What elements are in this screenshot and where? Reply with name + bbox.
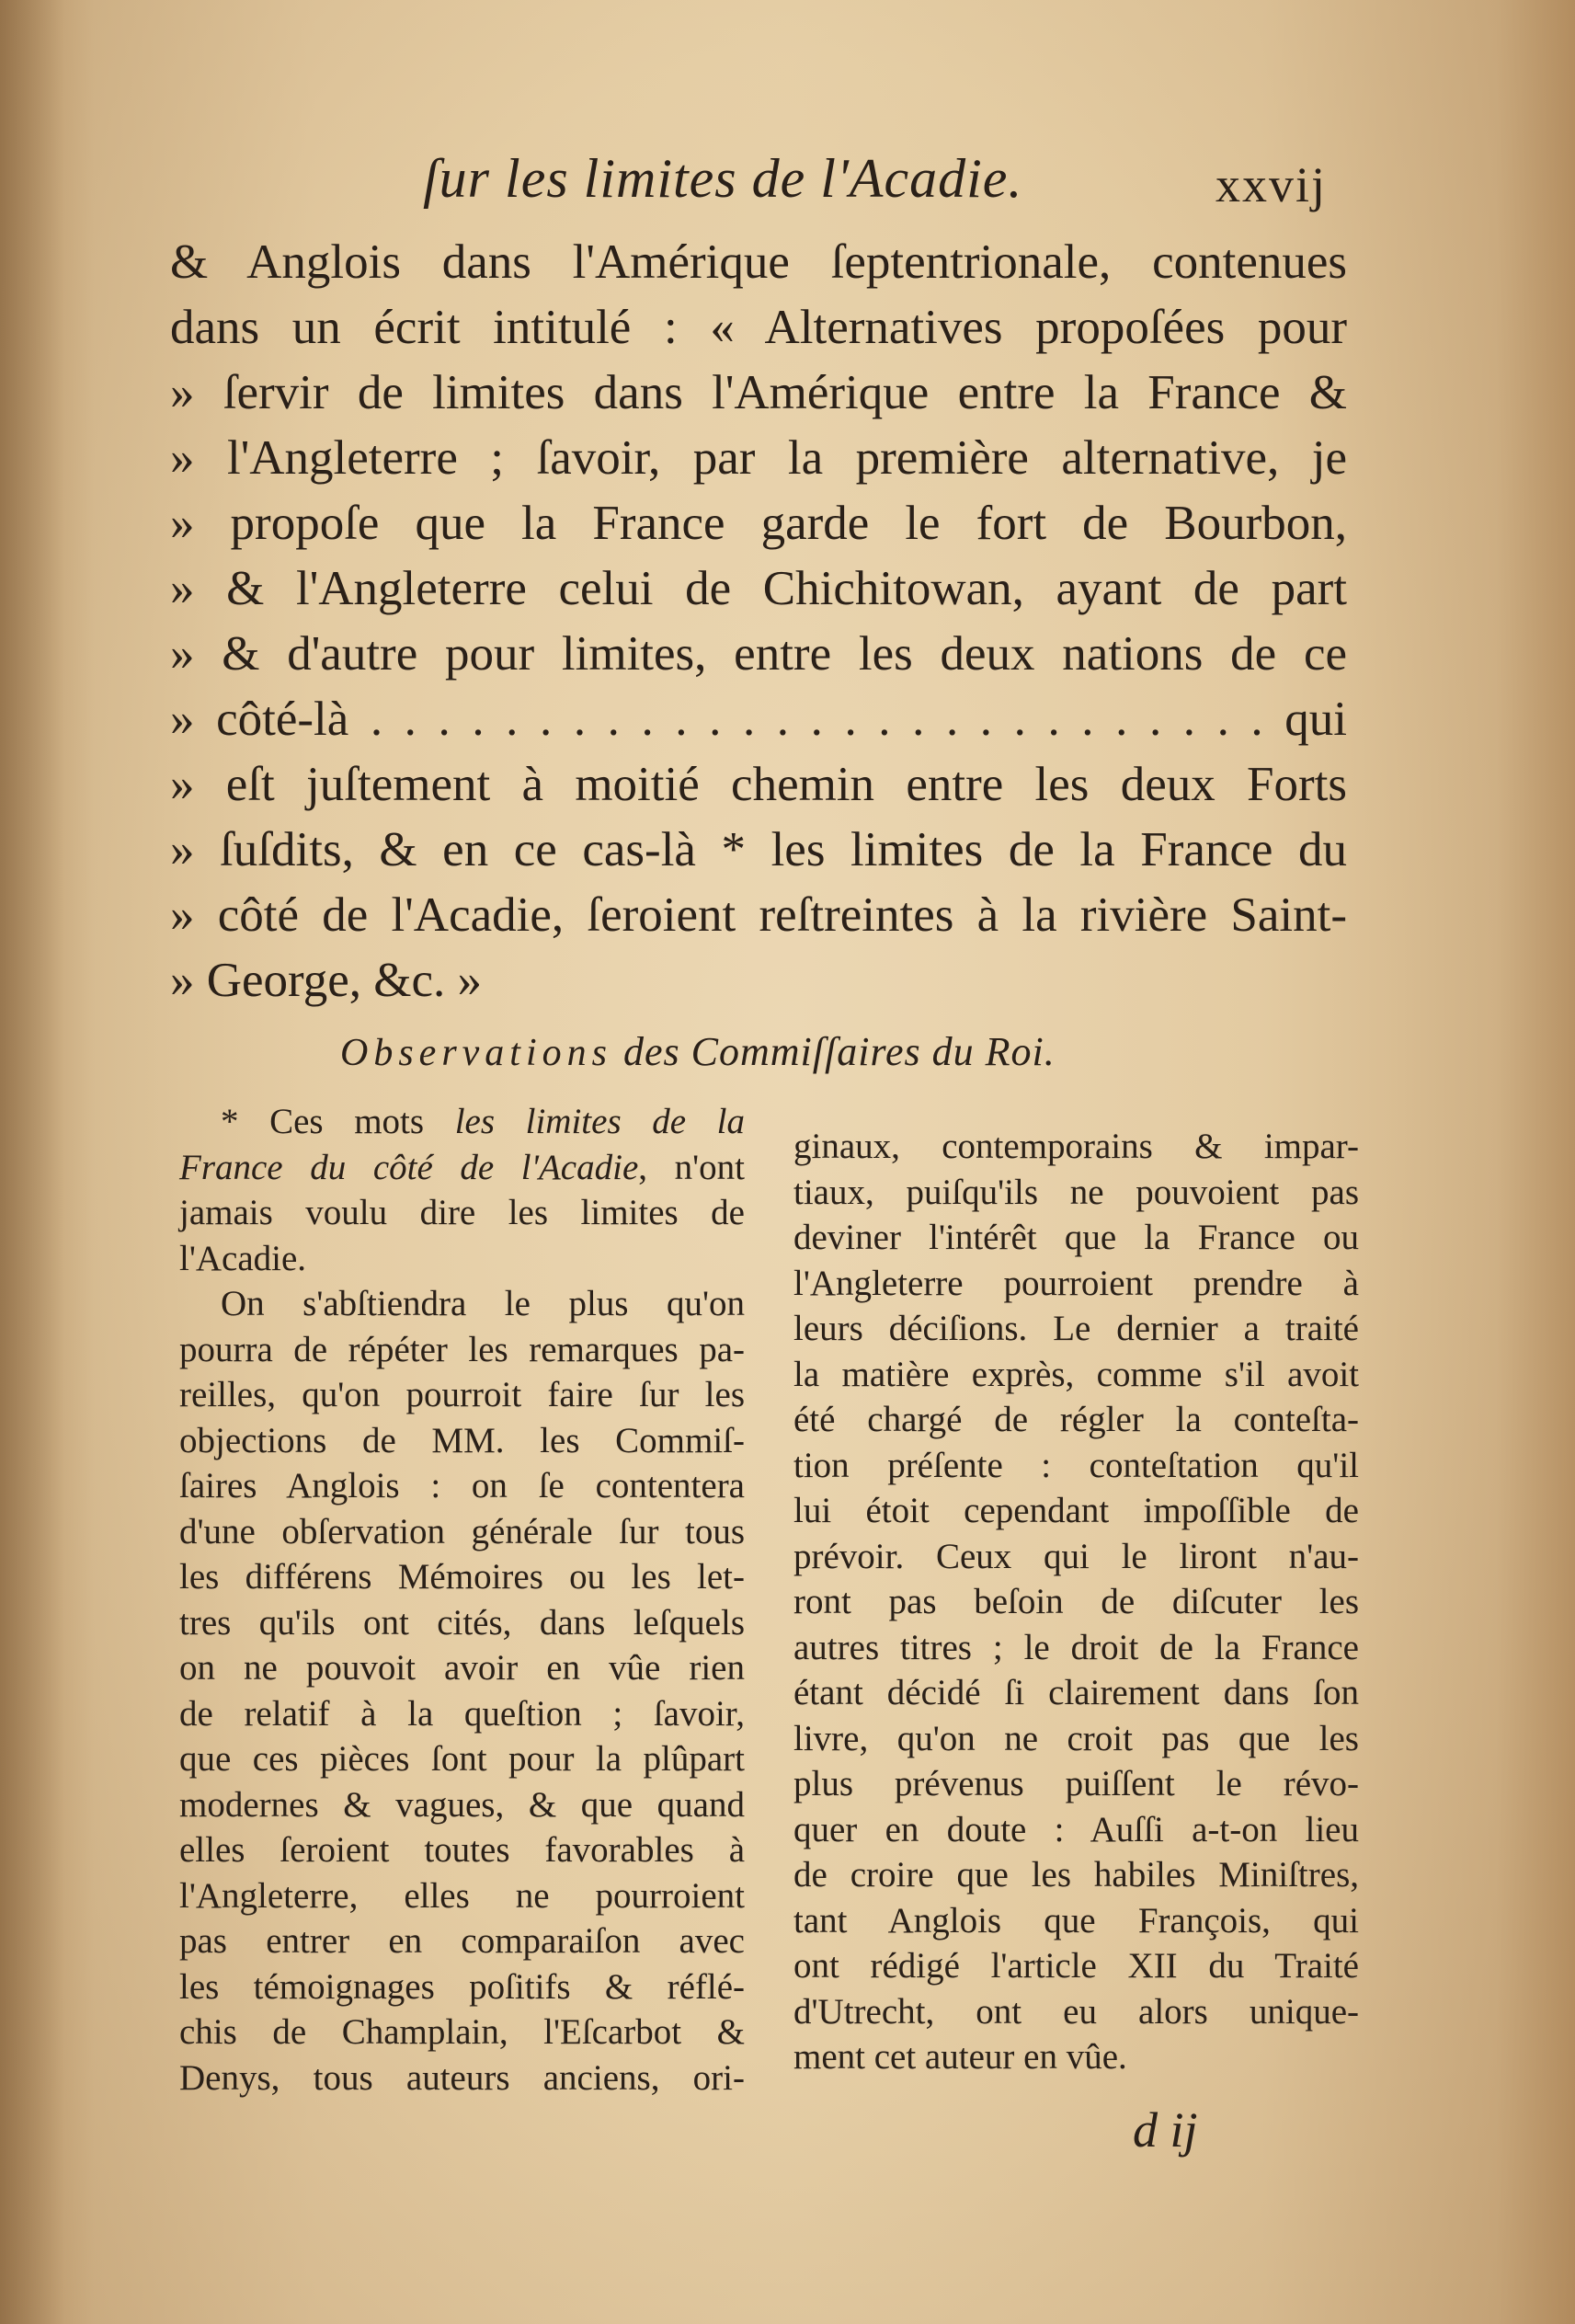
column-line: les différens Mémoires ou les let- — [179, 1557, 745, 1597]
column-line: ginaux, contemporains & impar- — [793, 1127, 1359, 1166]
column-line: de croire que les habiles Miniſtres, — [793, 1855, 1359, 1895]
column-line: été chargé de régler la conteſta- — [793, 1400, 1359, 1439]
column-line: les témoignages poſitifs & réflé- — [179, 1966, 745, 2007]
column-line: que ces pièces ſont pour la plûpart — [179, 1739, 745, 1779]
running-head: ſur les limites de l'Acadie. — [423, 148, 1023, 209]
column-line: de relatif à la queſtion ; ſavoir, — [179, 1693, 745, 1734]
column-line: tiaux, puiſqu'ils ne pouvoient pas — [793, 1172, 1359, 1212]
column-line: prévoir. Ceux qui le liront n'au- — [793, 1536, 1359, 1576]
footnote-italic-text: France du côté de l'Acadie — [179, 1147, 639, 1187]
column-line: objections de MM. les Commiſ- — [179, 1420, 745, 1460]
column-line: l'Angleterre, elles ne pourroient — [179, 1875, 745, 1916]
footnote-text: * Ces mots — [221, 1102, 455, 1141]
column-line: pourra de répéter les remarques pa- — [179, 1329, 745, 1369]
signature-mark: d ij — [1133, 2102, 1198, 2158]
text-line: dans un écrit intitulé : « Alternatives propoſées pour — [170, 301, 1347, 354]
footnote-text: , n'ont — [638, 1147, 745, 1187]
text-line: » George, &c. » — [170, 954, 483, 1007]
text-line: » propoſe que la France garde le fort de Bourbon, — [170, 497, 1347, 550]
observations-heading-caps: Observations — [340, 1032, 612, 1074]
main-text-block — [170, 230, 1347, 1013]
page-edge-shadow — [0, 0, 64, 2324]
column-line: modernes & vagues, & que quand — [179, 1784, 745, 1825]
observations-heading — [340, 1028, 1056, 1075]
column-line: ment cet auteur en vûe. — [793, 2037, 1127, 2077]
column-line: chis de Champlain, l'Eſcarbot & — [179, 2012, 745, 2052]
column-line: plus prévenus puiſſent le révo- — [793, 1764, 1359, 1803]
column-line: étant décidé ſi clairement dans ſon — [793, 1673, 1359, 1712]
column-line: livre, qu'on ne croit pas que les — [793, 1718, 1359, 1758]
column-line: quer en doute : Auſſi a-t-on lieu — [793, 1809, 1359, 1849]
column-line: d'une obſervation générale ſur tous — [179, 1511, 745, 1551]
column-line: d'Utrecht, ont eu alors unique- — [793, 1991, 1359, 2032]
footnote-line: jamais voulu dire les limites de — [179, 1193, 745, 1232]
column-line: autres titres ; le droit de la France — [793, 1627, 1359, 1667]
column-line: elles ſeroient toutes favorables à — [179, 1830, 745, 1870]
column-line: tant Anglois que François, qui — [793, 1900, 1359, 1940]
column-line: tion préſente : conteſtation qu'il — [793, 1445, 1359, 1485]
column-line: ſaires Anglois : on ſe contentera — [179, 1466, 745, 1505]
left-column — [179, 1099, 745, 2101]
column-line: lui étoit cependant impoſſible de — [793, 1491, 1359, 1530]
column-line: deviner l'intérêt que la France ou — [793, 1218, 1359, 1257]
text-line: » eſt juſtement à moitié chemin entre les deux Forts — [170, 758, 1347, 811]
text-line: » l'Angleterre ; ſavoir, par la première alternative, je — [170, 431, 1347, 485]
text-line: » & l'Angleterre celui de Chichitowan, ayant de part — [170, 562, 1347, 615]
text-line: » côté-là . . . . . . . . . . . . . . . . . . . . . . . . . . . qui — [170, 693, 1347, 746]
text-line: » côté de l'Acadie, ſeroient reſtreintes à la rivière Saint- — [170, 888, 1347, 942]
column-line: leurs déciſions. Le dernier a traité — [793, 1309, 1359, 1348]
text-line: & Anglois dans l'Amérique ſeptentrionale, contenues — [170, 235, 1347, 289]
footnote-line — [179, 1099, 745, 1145]
right-column — [793, 1124, 1359, 2080]
column-line: ont rédigé l'article XII du Traité — [793, 1946, 1359, 1986]
text-line: » ſervir de limites dans l'Amérique entre la France & — [170, 366, 1347, 419]
observations-heading-rest: des Commiſſaires du Roi. — [623, 1029, 1056, 1074]
page-number: xxvij — [1215, 157, 1328, 212]
column-line: pas entrer en comparaiſon avec — [179, 1921, 745, 1961]
footnote-line: l'Acadie. — [179, 1238, 307, 1278]
column-line: On s'abſtiendra le plus qu'on — [221, 1284, 745, 1323]
footnote — [179, 1099, 745, 1281]
column-line: on ne pouvoit avoir en vûe rien — [179, 1648, 745, 1688]
footnote-line — [179, 1145, 745, 1191]
column-line: l'Angleterre pourroient prendre à — [793, 1263, 1359, 1303]
text-line: » ſuſdits, & en ce cas-là * les limites de la France du — [170, 823, 1347, 876]
footnote-italic-text: les limites de la — [454, 1102, 745, 1141]
column-line: Denys, tous auteurs anciens, ori- — [179, 2057, 745, 2098]
text-line: » & d'autre pour limites, entre les deux nations de ce — [170, 627, 1347, 681]
column-line: reilles, qu'on pourroit faire ſur les — [179, 1375, 745, 1414]
column-line: ront pas beſoin de diſcuter les — [793, 1582, 1359, 1621]
column-line: la matière exprès, comme s'il avoit — [793, 1354, 1359, 1394]
column-line: tres qu'ils ont cités, dans leſquels — [179, 1602, 745, 1643]
